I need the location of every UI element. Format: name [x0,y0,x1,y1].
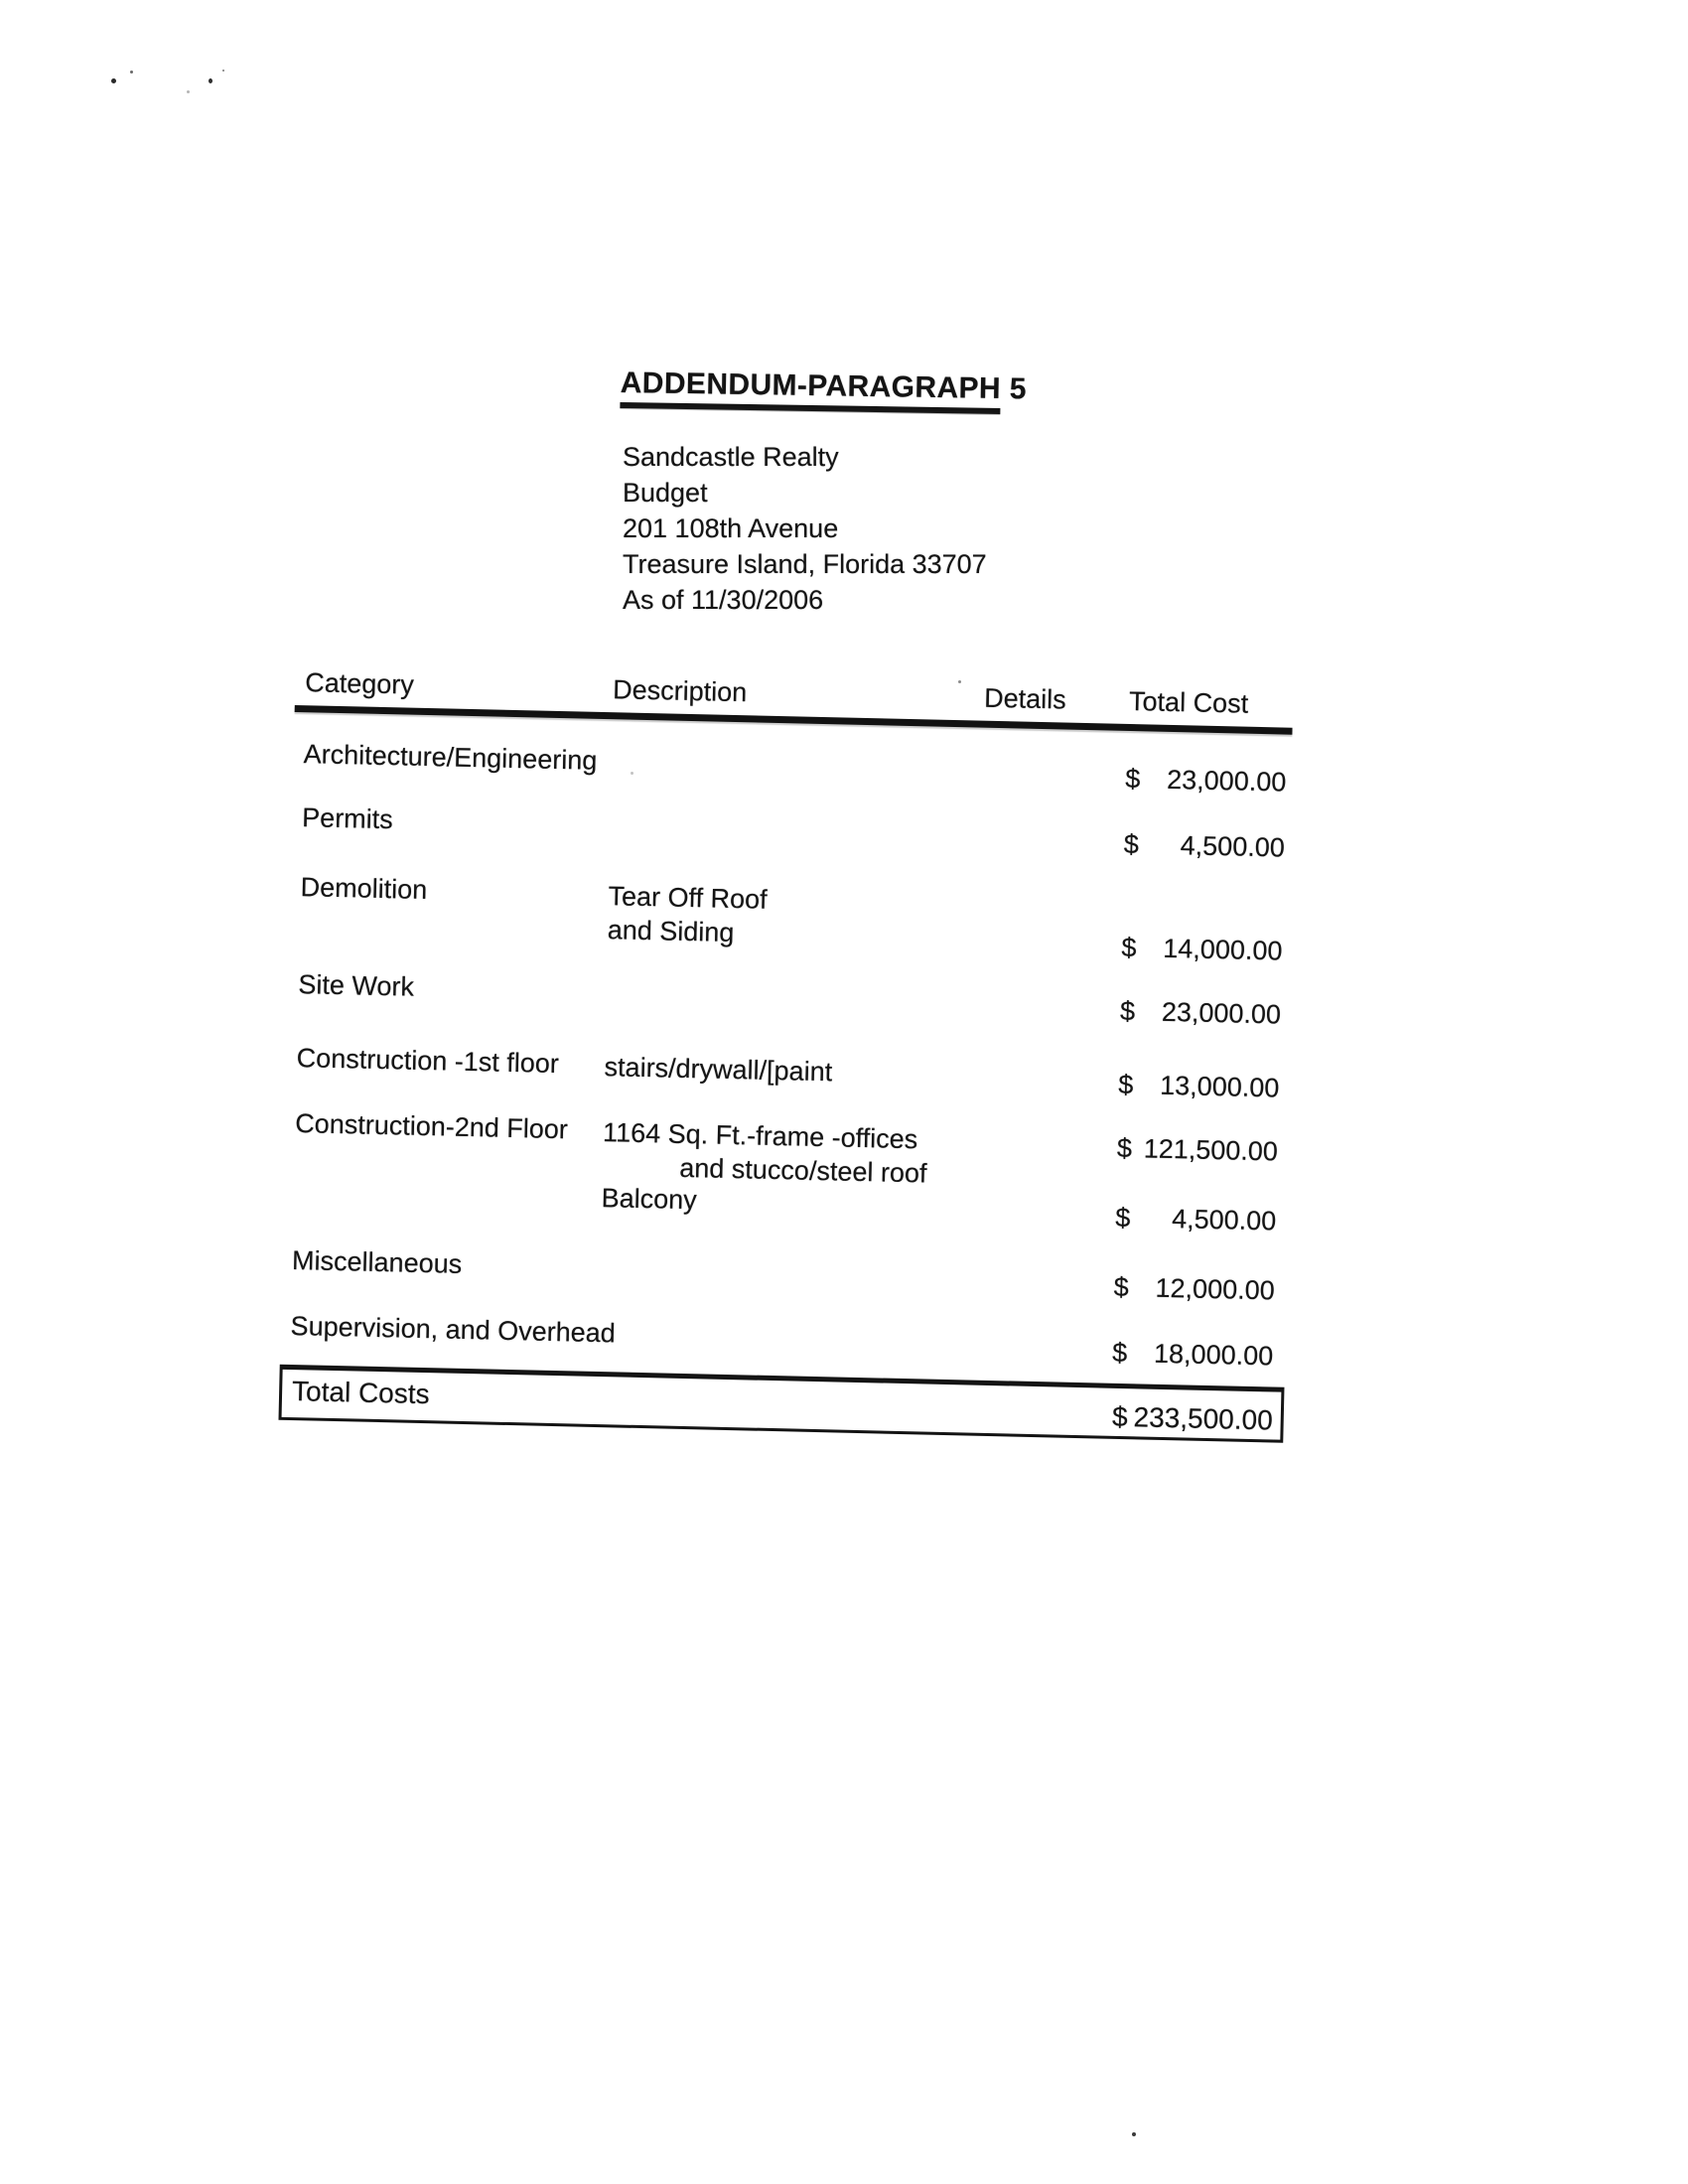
currency-symbol: $ [1118,1069,1134,1100]
amount-value: 4,500.00 [1171,1204,1277,1237]
amount-value: 233,500.00 [1133,1401,1274,1436]
row-description: Balcony [601,1183,698,1216]
column-header-description: Description [612,674,748,708]
scan-speck [187,90,190,93]
row-category: Construction -1st floor [296,1043,560,1080]
currency-symbol: $ [1119,995,1136,1027]
amount-value: 23,000.00 [1161,996,1282,1030]
row-amount [1112,1338,1274,1373]
row-description: Tear Off Roof [608,881,768,915]
currency-symbol: $ [1121,932,1137,963]
company-name: Sandcastle Realty [623,442,839,472]
column-header-details: Details [983,682,1067,715]
page-title: ADDENDUM-PARAGRAPH 5 [620,366,1028,406]
row-description: and Siding [607,915,735,948]
title-block [620,367,1027,414]
row-description: and stucco/steel roof [679,1152,927,1189]
currency-symbol: $ [1113,1271,1130,1303]
scan-speck [222,70,224,72]
currency-symbol: $ [1116,1132,1133,1164]
scan-speck [1132,2132,1136,2136]
row-category: Permits [301,802,394,835]
row-amount [1123,829,1285,864]
row-amount [1121,933,1283,967]
row-category: Miscellaneous [291,1245,463,1279]
row-description: stairs/drywall/[paint [604,1052,833,1088]
as-of-date: As of 11/30/2006 [623,585,824,615]
scan-speck [209,78,212,83]
document-type: Budget [623,478,708,508]
amount-value: 14,000.00 [1163,933,1283,966]
amount-value: 4,500.00 [1180,830,1286,863]
amount-value: 23,000.00 [1166,764,1287,798]
row-category: Site Work [298,969,415,1002]
currency-symbol: $ [1125,763,1141,795]
scan-speck [130,71,133,73]
address-city: Treasure Island, Florida 33707 [623,549,987,579]
currency-symbol: $ [1114,1202,1131,1234]
column-header-total-cost: Total Cost [1128,686,1249,719]
currency-symbol: $ [1123,828,1140,860]
amount-value: 121,500.00 [1143,1133,1279,1167]
row-amount [1113,1272,1275,1307]
budget-table [280,654,1311,1481]
row-category: Architecture/Engineering [303,739,598,776]
total-label: Total Costs [291,1376,430,1410]
row-category: Construction-2nd Floor [294,1108,569,1145]
currency-symbol: $ [1111,1400,1128,1433]
currency-symbol: $ [1111,1337,1128,1369]
total-costs-box [278,1365,1284,1443]
amount-value: 12,000.00 [1155,1272,1276,1306]
column-header-category: Category [304,667,415,700]
scan-speck [111,78,116,83]
row-category: Demolition [300,872,428,906]
row-amount [1120,996,1282,1031]
address-street: 201 108th Avenue [623,513,839,543]
row-category: Supervision, and Overhead [290,1311,617,1349]
amount-value: 18,000.00 [1153,1338,1274,1372]
row-amount [1115,1203,1277,1238]
amount-value: 13,000.00 [1159,1070,1280,1103]
row-amount [1125,764,1287,799]
row-amount [1117,1133,1279,1168]
row-amount [1118,1070,1280,1104]
total-amount [1112,1401,1273,1437]
address-block [623,439,987,618]
row-description: 1164 Sq. Ft.-frame -offices [602,1117,918,1155]
